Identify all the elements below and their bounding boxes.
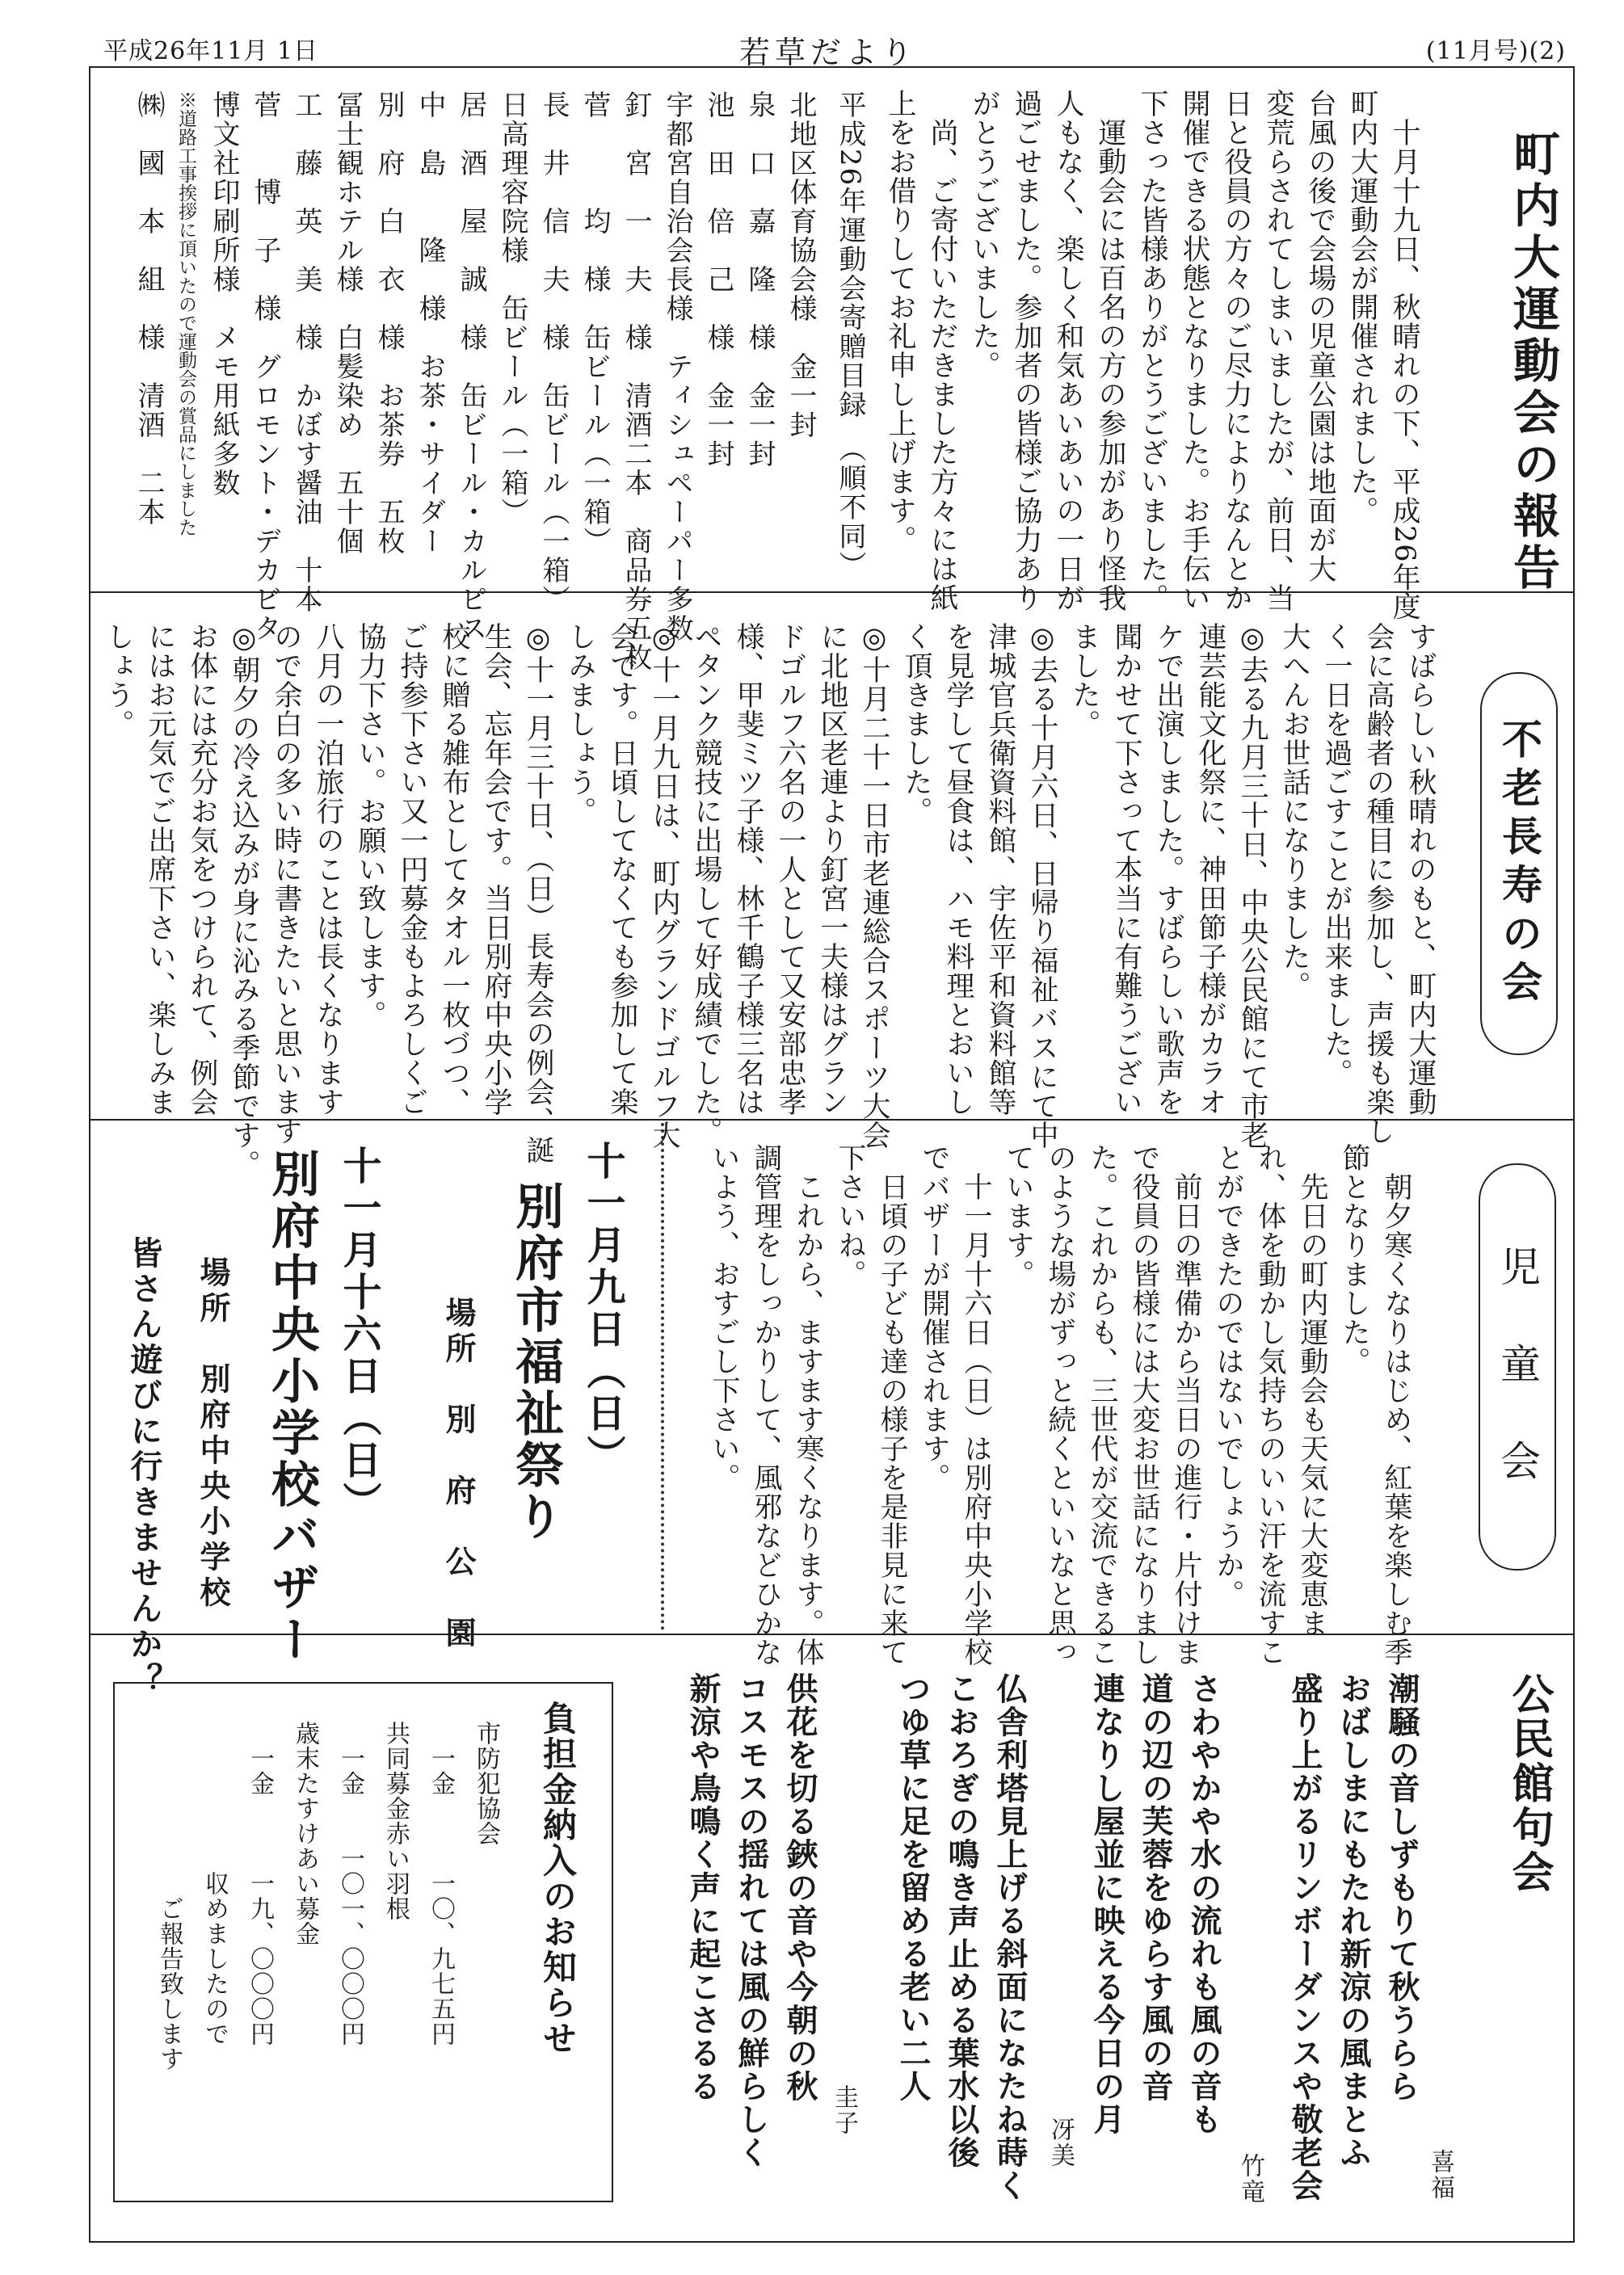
haiku-4: さわやかや水の流れも風の音も [1185, 1672, 1222, 2136]
notice-title: 負担金納入のお知らせ [538, 1701, 578, 2056]
furou-title-pill [1480, 672, 1558, 1055]
haiku-11: コスモスの揺れては風の鮮らしく [733, 1672, 769, 2169]
donation-last-donor: ㈱ 國 本 組 様 清酒 二本 [133, 90, 165, 527]
haiku-title: 公民館句会 [1504, 1672, 1553, 1894]
haiku-12: 新涼や鳥鳴く声に起こさるる [684, 1672, 721, 2103]
haiku-5: 道の辺の芙蓉をゆらす風の音 [1137, 1672, 1173, 2103]
haiku-3: 盛り上がるリンボーダンスや敬老会 [1286, 1672, 1323, 2202]
event1-date: 十一月九日（日） [580, 1141, 625, 1477]
notice-line-6: 一金 一九、〇〇〇円 [246, 1721, 274, 2046]
notice-line-1: 市防犯協会 [472, 1721, 500, 1846]
donation-list-title: 平成26年運動会寄贈目録 （順不同） [834, 90, 866, 581]
notice-line-2: 一金 一〇、九七五円 [427, 1721, 455, 2046]
haiku-7: 仏舎利塔見上げる斜面になたね蒔く [991, 1672, 1028, 2202]
event1-title: 別府市福祉祭り [507, 1181, 564, 1543]
haiku-8: こおろぎの鳴き声止める葉水以後 [943, 1672, 979, 2169]
haiku-2: おばしまにもたれ新涼の風まとふ [1335, 1672, 1371, 2169]
furou-title: 不老長寿の会 [1496, 718, 1542, 1009]
notice-line-7: 収めましたので [200, 1721, 229, 2046]
notice-line-3: 共同募金赤い羽根 [381, 1721, 410, 1921]
dotted-divider [661, 1123, 664, 1630]
haiku-author-kifuku: 喜福 [1426, 2149, 1454, 2201]
event-invite: 皆さん遊びに行きませんか？ [125, 1236, 162, 1698]
haiku-author-keiko: 圭子 [830, 2084, 858, 2136]
haiku-10: 供花を切る鋏の音や今朝の秋 [781, 1672, 818, 2103]
undokai-body: 十月十九日、秋晴れの下、平成26年度 町内大運動会が開催されました。 台風の後で会場の児童公園は地面が大 変荒らされてしまいましたが、前日、当 日と役員の方々のご尽力によりなんとか 開催できる状態となりました。お手伝い 下さった皆様ありがとうございました。 運動会には百名の方の参加があり怪我 人もなく、楽しく和気あいあいの一日が 過ごせました。参加者の皆様ご協力あり がとうございました。 尚、ご寄付いただきました方々には紙 上をお借りしてお礼申し上げます。 [884, 89, 1420, 621]
haiku-author-chikuryu: 竹竜 [1236, 2153, 1264, 2205]
jidou-title: 児 童 会 [1494, 1246, 1541, 1488]
issue-number: (11月号)(2) [1425, 37, 1566, 65]
event1-place: 場所 別 府 公 園 [440, 1297, 476, 1652]
haiku-9: つゆ草に足を留める老い二人 [894, 1672, 931, 2103]
event2-place: 場所 別府中央小学校 [195, 1256, 230, 1612]
furou-body: すばらしい秋晴れのもと、町内大運動 会に高齢者の種目に参加し、声援も楽し く一日を過ごすことが出来ました。 大へんお世話になりました。 ◎去る九月三十日、中央公民館にて市老 連芸能文化祭に、神田節子様がカラオ ケで出演しました。すばらしい歌声を 聞かせて下さって本当に有難うござい ました。 ◎去る十月六日、日帰り福祉バスにて中 津城官兵衛資料館、宇佐平和資料館等 を見学して昼食は、ハモ料理とおいし く頂きました。 ◎十月二十一日市老連総合スポーツ大会 に北地区老連より釘宮一夫様はグラン ドゴルフ六名の一人として又安部忠孝 様、甲斐ミツ子様、林千鶴子様三名は ペタンク競技に出場して好成績でした。 ◎十一月九日は、町内グランドゴルフ大 会です。日頃してなくても参加して楽 しみましょう。 ◎十一月三十日、（日）長寿会の例会、誕 生会、忘年会です。当日別府中央小学 校に贈る雑布としてタオル一枚づつ、 ご持参下さい又一円募金もよろしくご 協力下さい。お願い致します。 八月の一泊旅行のことは長くなります ので余白の多い時に書きたいと思います ◎朝夕の冷え込みが身に沁みる季節です。 お体には充分お気をつけられて、例会 にはお元気でご出席下さい、楽しみま しょう。 [102, 622, 1437, 1179]
notice-line-4: 一金 一〇一、〇〇〇円 [336, 1721, 364, 2046]
event2-title: 別府中央小学校バザー [263, 1149, 320, 1666]
notice-line-8: ご報告致します [155, 1721, 183, 2071]
issue-date: 平成26年11月 1日 [103, 37, 318, 65]
haiku-1: 潮騒の音しずもりて秋うらら [1383, 1672, 1420, 2103]
donation-list: 北地区体育協会様 金一封 泉 口 嘉 隆 様 金一封 池 田 倍 己 様 金一封 宇都宮自治会長様 ティシュペーパー多数 釘 宮 一 夫 様 清酒二本 商品券五枚 菅 均 様 缶ビール（一箱） 長 井 信 夫 様 缶ビール（一箱） 日高理容院様 缶ビール（一箱） 居 酒 屋 誠 様 缶ビール・カルピス 中 島 隆 様 お茶・サイダー 別 府 白 衣 様 お茶券 五枚 冨士観ホテル様 白髪染め 五十個 工 藤 英 美 様 かぼす醤油 十本 菅 博 子 様 グロモント・デカビタ 博文社印刷所様 メモ用紙多数 [208, 90, 817, 672]
jidou-title-pill [1479, 1163, 1556, 1571]
donation-footnote: ※道路工事挨拶に頂いたので運動会の賞品にしました [175, 90, 196, 536]
newsletter-title: 若草だより [739, 35, 918, 70]
jidou-body: 朝夕寒くなりはじめ、紅葉を楽しむ季 節となりました。 先日の町内運動会も天気に大変恵ま れ、体を動かし気持ちのいい汗を流すこ とができたのではないでしょうか。 前日の準備から当日の進行・片付けま で役員の皆様には大変お世話になりまし た。これからも、三世代が交流できるこ のような場がずっと続くといいなと思っ ています。 十一月十六日（日）は別府中央小学校 でバザーが開催されます。 日頃の子ども達の様子を是非見に来て 下さいね。 これから、ますます寒くなります。体 調管理をしっかりして、風邪などひかな いよう、おすごし下さい。 [708, 1143, 1412, 1667]
haiku-6: 連なりし屋並に映える今日の月 [1088, 1672, 1125, 2136]
haiku-author-saemi: 冴美 [1046, 2117, 1075, 2168]
notice-line-5: 歳末たすけあい募金 [291, 1721, 319, 1946]
undokai-title: 町内大運動会の報告 [1505, 129, 1560, 595]
event2-date: 十一月十六日（日） [336, 1146, 381, 1524]
